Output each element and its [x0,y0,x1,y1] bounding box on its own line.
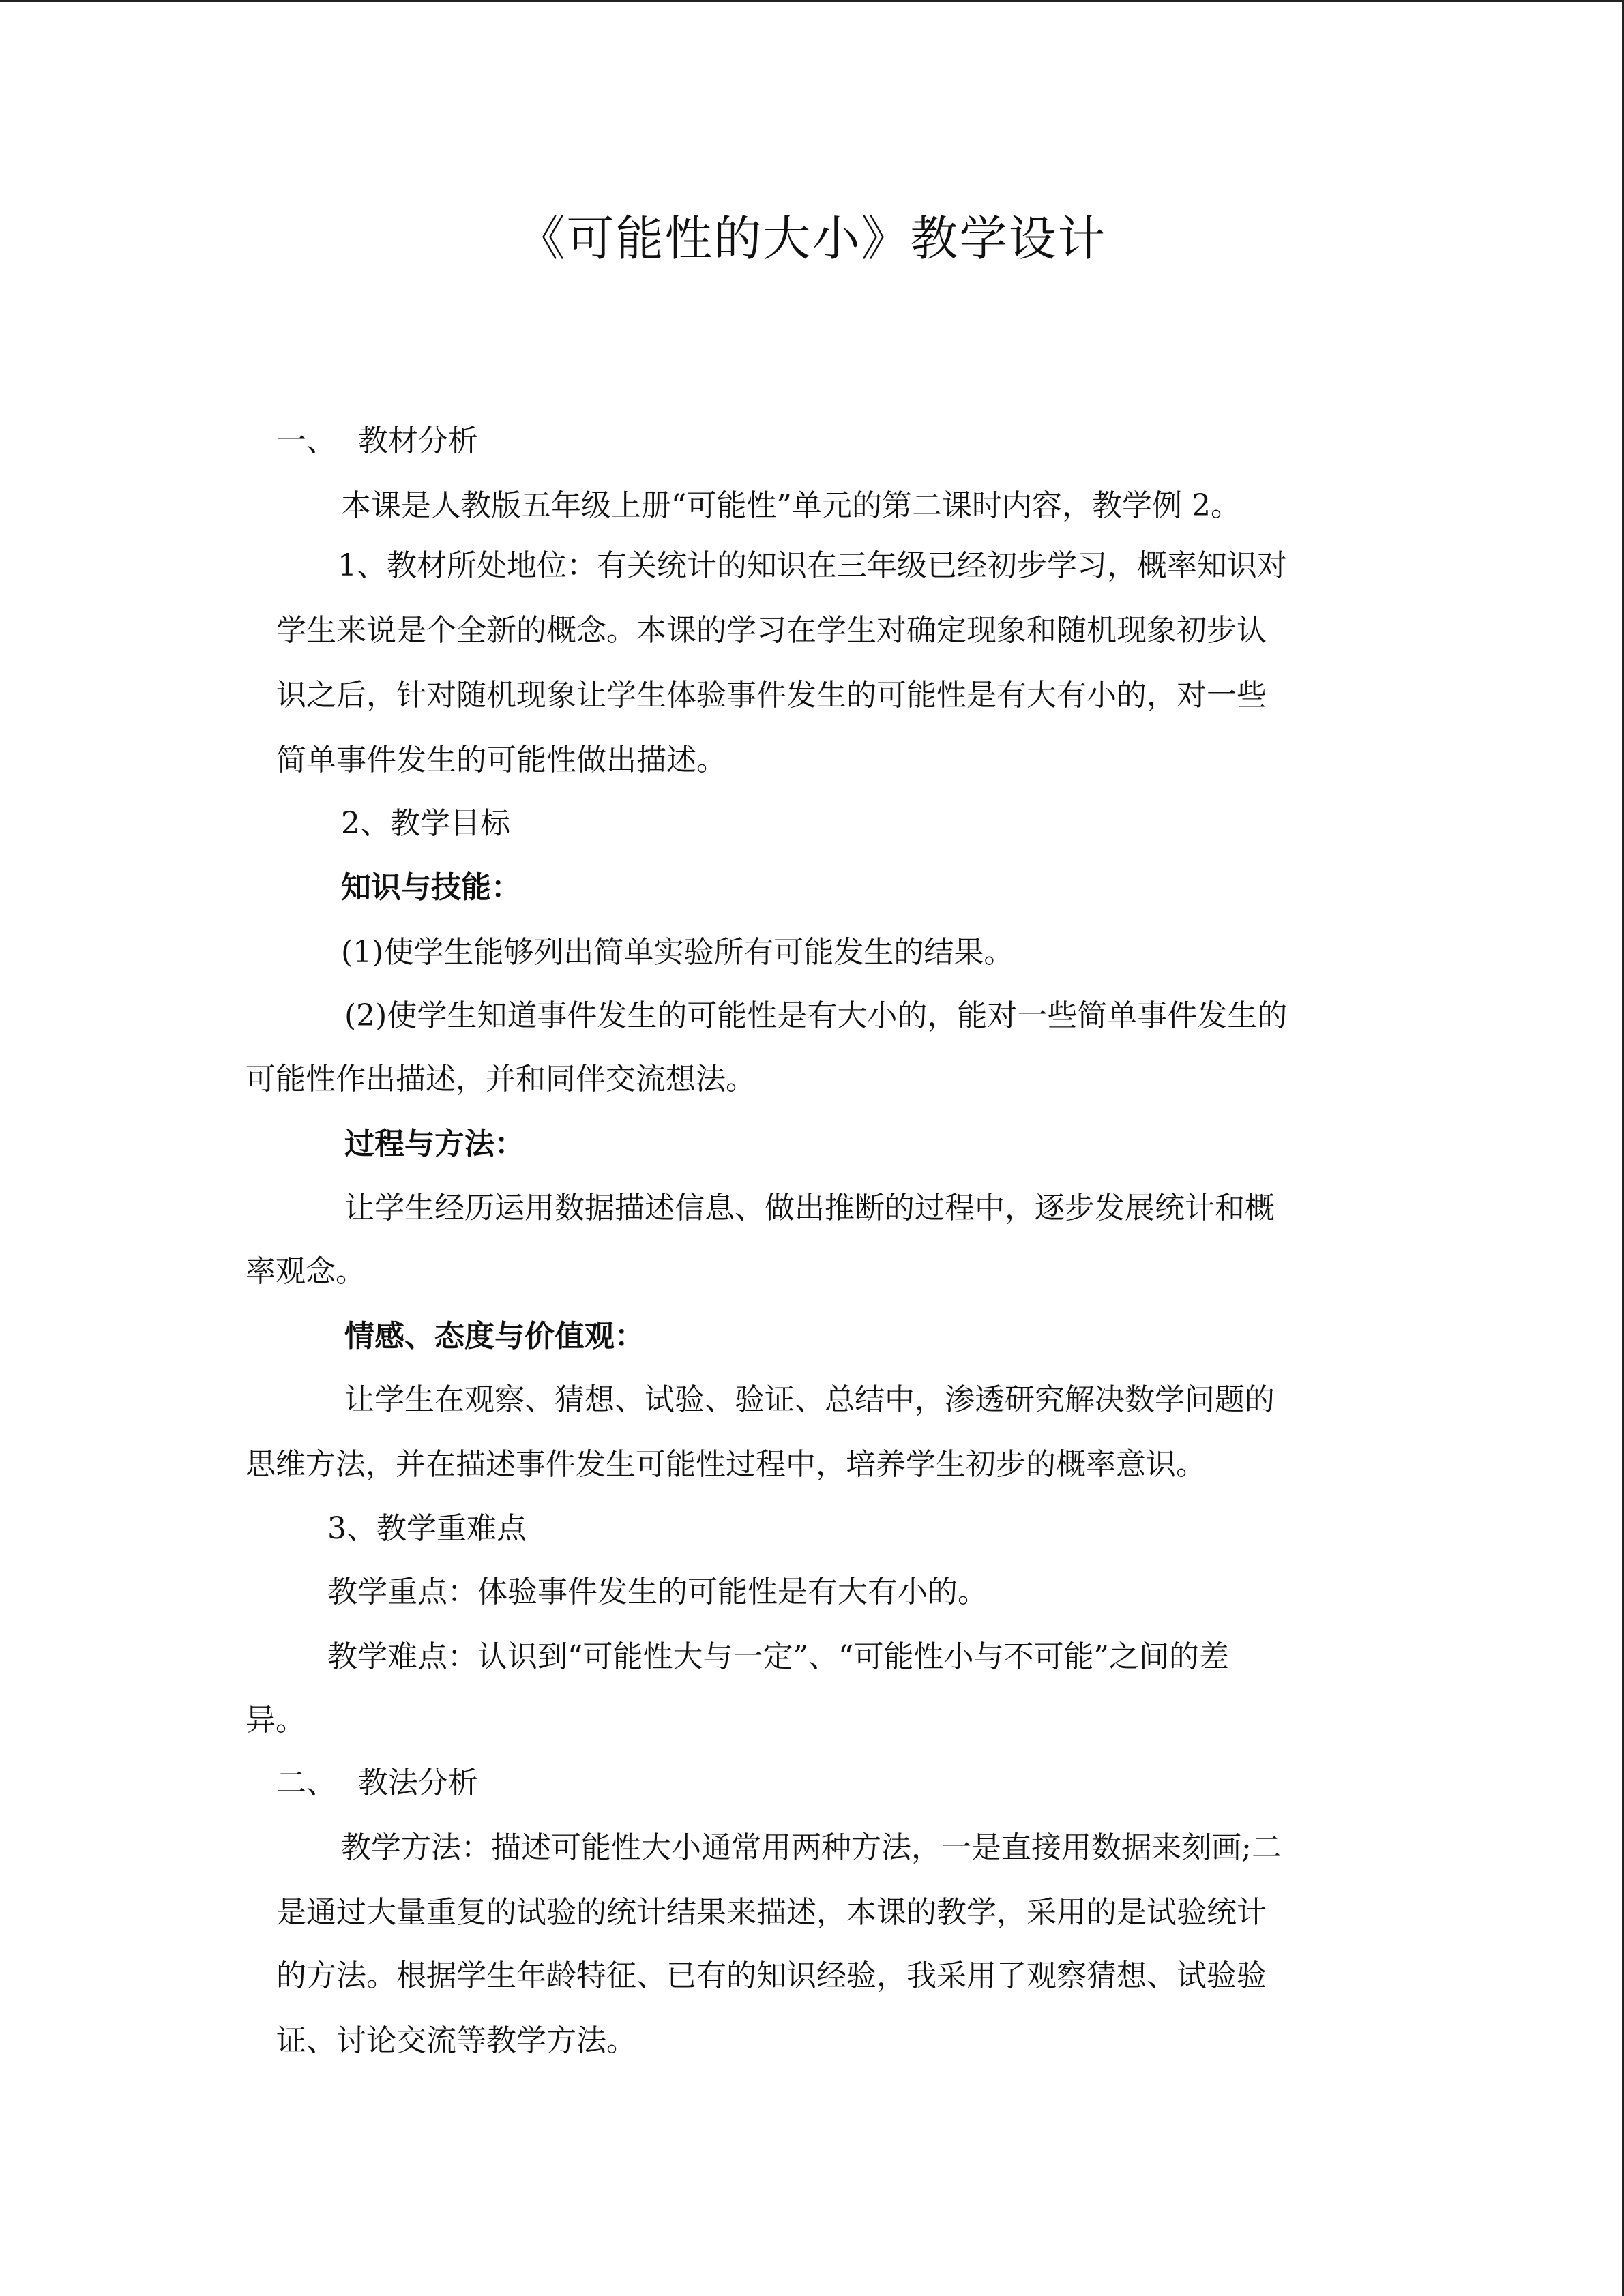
position-line-1: 1、教材所处地位：有关统计的知识在三年级已经初步学习，概率知识对 [338,548,1287,583]
intro-paragraph: 本课是人教版五年级上册“可能性”单元的第二课时内容，教学例 2。 [341,488,1241,523]
emotion-line-1: 让学生在观察、猜想、试验、验证、总结中，渗透研究解决数学问题的 [344,1382,1275,1417]
position-line-3: 识之后，针对随机现象让学生体验事件发生的可能性是有大有小的，对一些 [276,678,1267,713]
knowledge-item-2-line-2: 可能性作出描述，并和同伴交流想法。 [246,1062,756,1097]
difficult-point-line-2: 异。 [246,1703,306,1738]
process-line-1: 让学生经历运用数据描述信息、做出推断的过程中，逐步发展统计和概 [344,1191,1275,1225]
position-line-4: 简单事件发生的可能性做出描述。 [276,743,726,777]
section-2-title: 教法分析 [358,1765,478,1800]
knowledge-heading: 知识与技能： [341,870,521,905]
difficult-point-line-1: 教学难点：认识到“可能性大与一定”、“可能性小与不可能”之间的差 [327,1639,1229,1674]
section-2-heading [276,1763,478,1804]
method-line-2: 是通过大量重复的试验的统计结果来描述，本课的教学，采用的是试验统计 [276,1895,1267,1930]
process-line-2: 率观念。 [246,1254,366,1289]
document-title: 《可能性的大小》教学设计 [517,211,1107,267]
section-2-number: 二、 [276,1765,336,1800]
section-1-heading [276,421,478,462]
method-line-3: 的方法。根据学生年龄特征、已有的知识经验，我采用了观察猜想、试验验 [276,1958,1267,1993]
keypoints-heading: 3、教学重难点 [327,1511,527,1546]
section-1-number: 一、 [276,423,336,458]
key-point: 教学重点：体验事件发生的可能性是有大有小的。 [327,1575,988,1609]
position-line-2: 学生来说是个全新的概念。本课的学习在学生对确定现象和随机现象初步认 [276,613,1267,648]
knowledge-item-2-line-1: (2)使学生知道事件发生的可能性是有大小的，能对一些简单事件发生的 [344,998,1288,1033]
emotion-line-2: 思维方法，并在描述事件发生可能性过程中，培养学生初步的概率意识。 [246,1447,1206,1482]
method-line-1: 教学方法：描述可能性大小通常用两种方法，一是直接用数据来刻画;二 [341,1830,1282,1865]
goals-heading: 2、教学目标 [341,806,510,841]
method-line-4: 证、讨论交流等教学方法。 [276,2023,636,2058]
knowledge-item-1: (1)使学生能够列出简单实验所有可能发生的结果。 [341,935,1014,970]
process-heading: 过程与方法： [344,1127,525,1161]
emotion-heading: 情感、态度与价值观： [344,1319,645,1354]
section-1-title: 教材分析 [358,423,478,458]
